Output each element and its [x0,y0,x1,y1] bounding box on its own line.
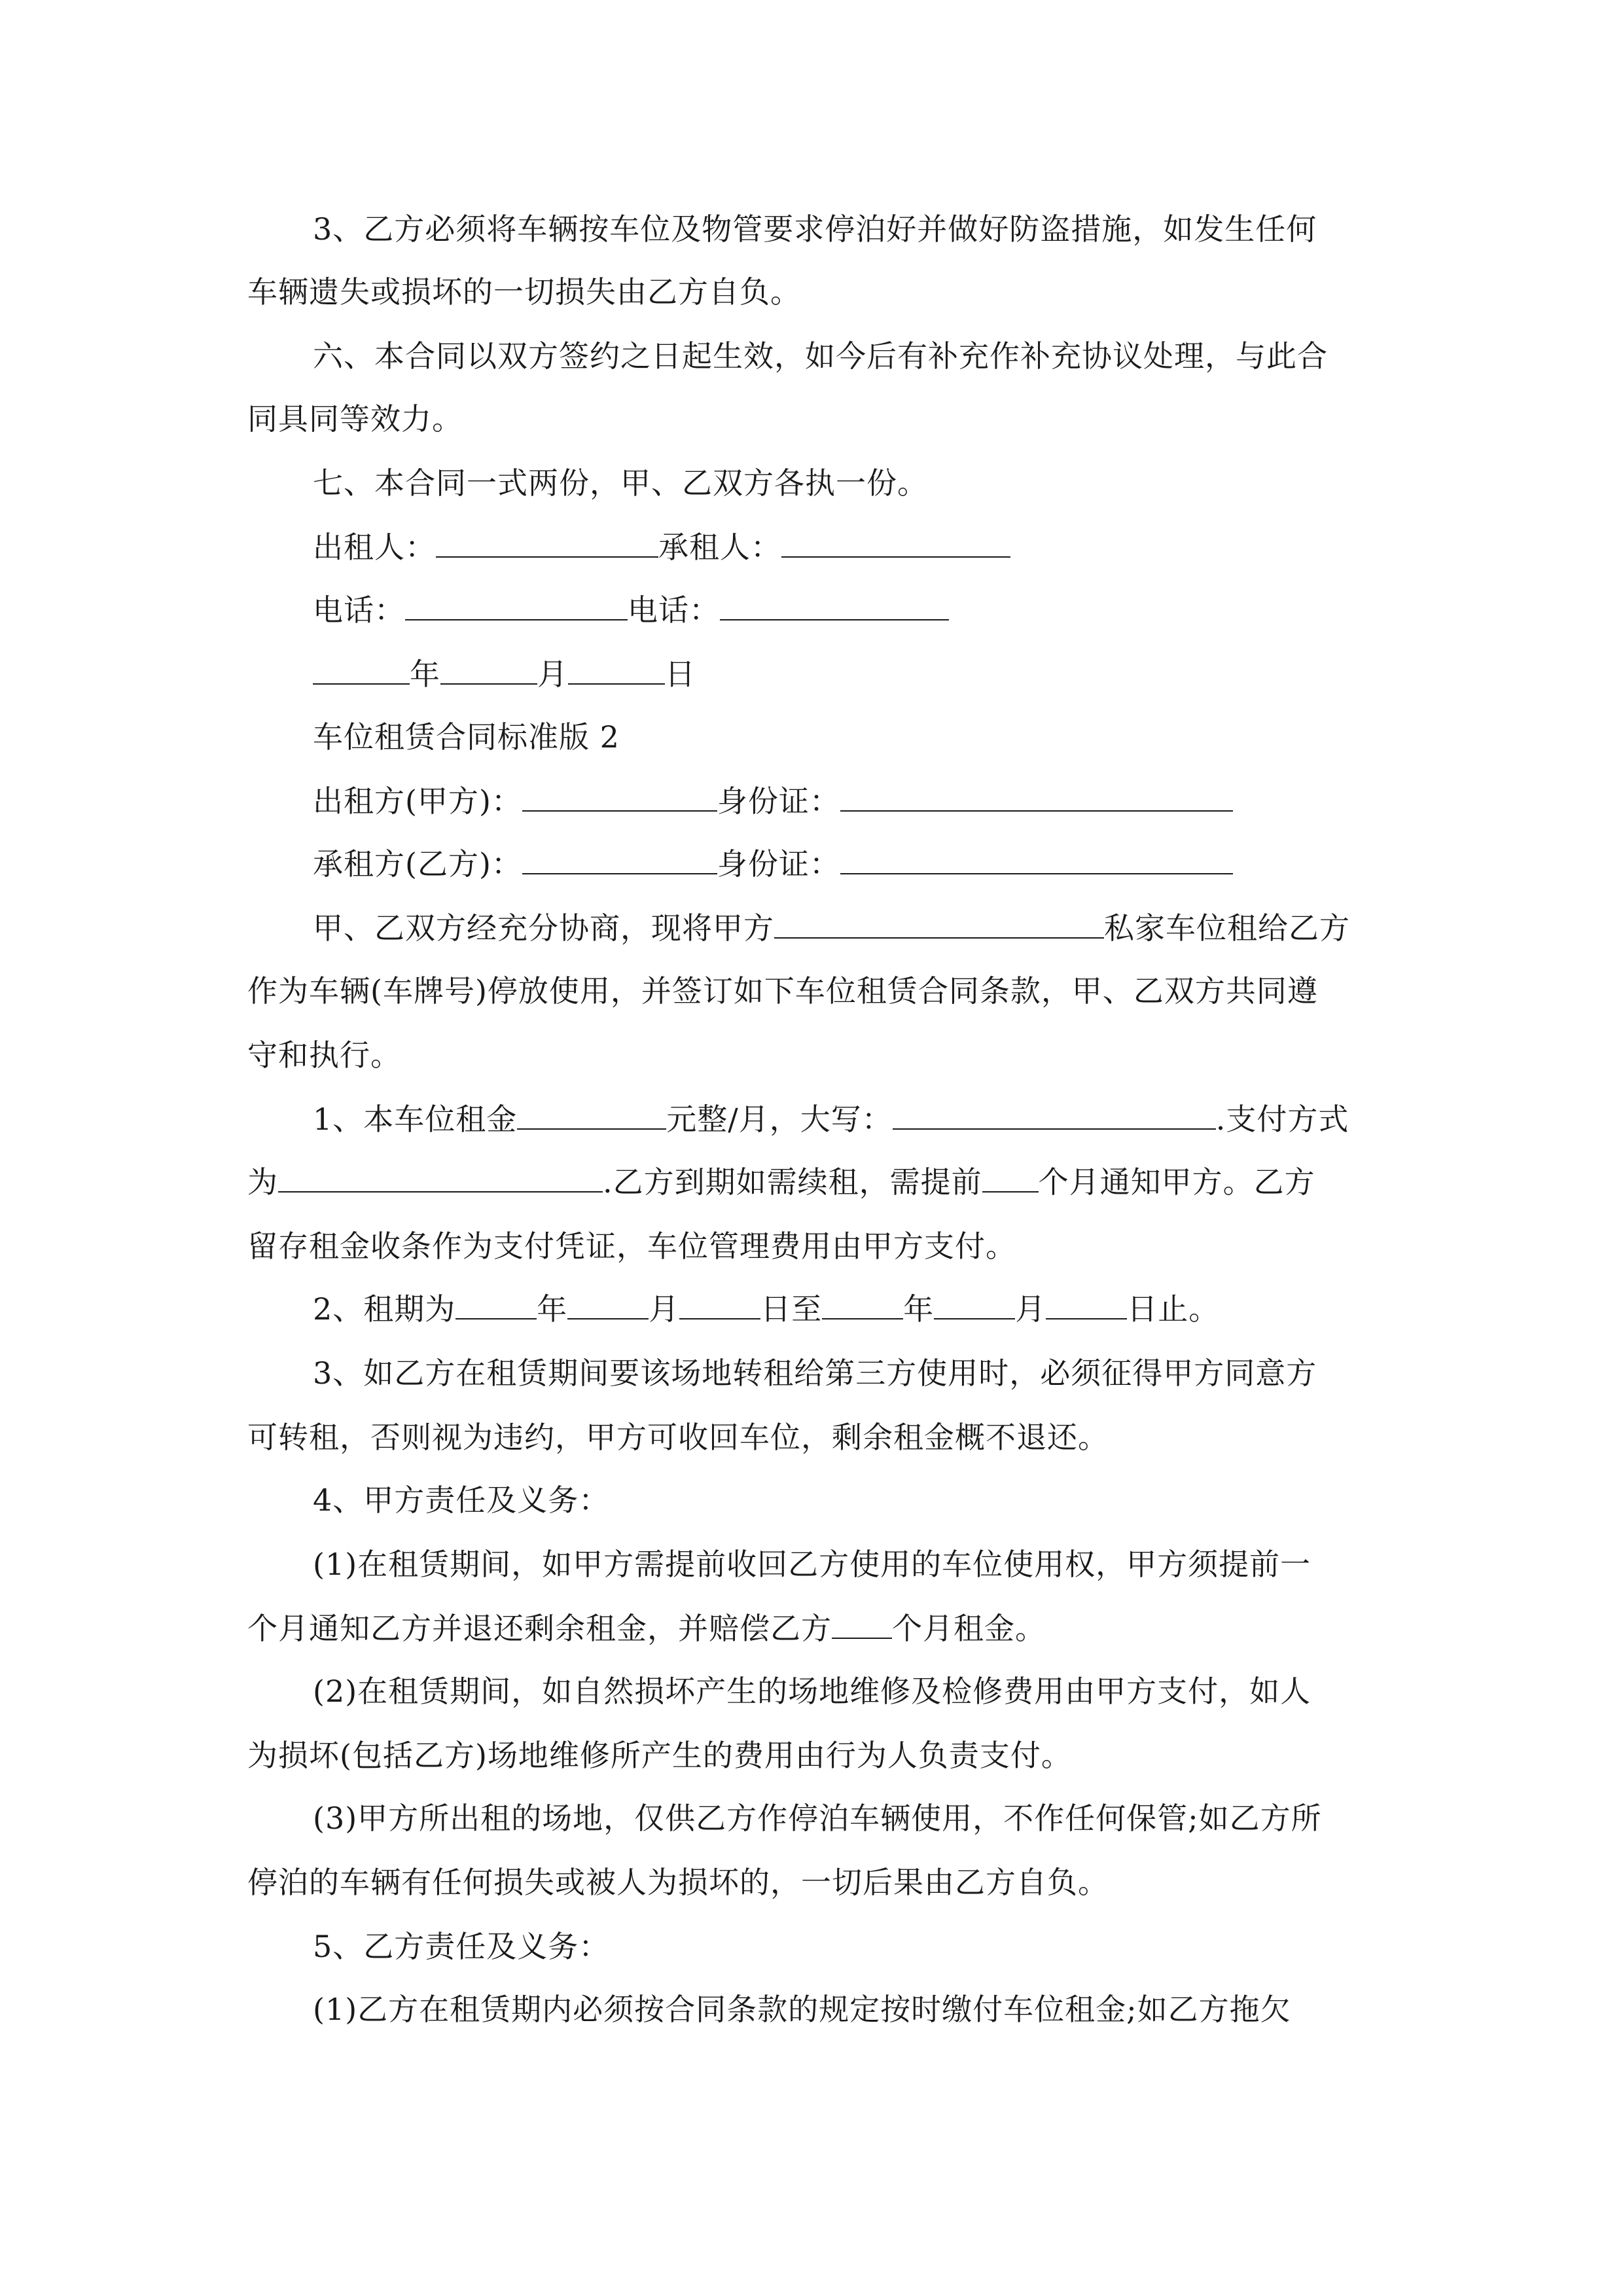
renewal-months-blank[interactable] [982,1162,1039,1193]
duty-a-1-line-1: (1)在租赁期间，如甲方需提前收回乙方使用的车位使用权，甲方须提前一 [313,1547,1311,1582]
duty-a-2-line-1: (2)在租赁期间，如自然损坏产生的场地维修及检修费用由甲方支付，如人 [313,1674,1311,1709]
party-a-id-label: 身份证： [717,783,840,819]
duty-a-1-line-2 [247,1609,1046,1648]
section-title: 车位租赁合同标准版 2 [313,719,620,755]
phone-label-1: 电话： [313,592,405,628]
party-a-row [313,781,1233,821]
payment-method-label: .支付方式 [1215,1102,1349,1137]
party-b-label: 承租方(乙方)： [313,846,522,882]
clause-5-3-line-1: 3、乙方必须将车辆按车位及物管要求停泊好并做好防盗措施，如发生任何 [313,211,1317,247]
preamble-line-2: 作为车辆(车牌号)停放使用，并签订如下车位租赁合同条款，甲、乙双方共同遵 [247,973,1318,1009]
compensation-text: 个月通知乙方并退还剩余租金，并赔偿乙方 [247,1611,832,1646]
rent-clause-line-3: 留存租金收条作为支付凭证，车位管理费用由甲方支付。 [247,1229,1016,1264]
clause-7: 七、本合同一式两份，甲、乙双方各执一份。 [313,465,928,501]
preamble-text-a: 甲、乙双方经充分协商，现将甲方 [313,910,774,946]
parking-location-blank[interactable] [774,908,1104,939]
compensation-unit: 个月租金。 [892,1611,1046,1646]
lessee-label: 承租人： [658,529,781,565]
signature-lessor-row [313,528,1010,567]
preamble-text-b: 私家车位租给乙方 [1104,910,1350,946]
lessor-label: 出租人： [313,529,436,565]
rent-unit-label: 元整/月，大写： [666,1102,893,1137]
payment-method-blank[interactable] [278,1162,603,1193]
term-label: 2、租期为 [313,1291,456,1327]
phone-label-2: 电话： [628,592,720,628]
rent-amount-blank[interactable] [517,1100,666,1130]
month-label: 月 [537,656,568,692]
party-b-id-blank[interactable] [840,844,1233,874]
rent-label: 1、本车位租金 [313,1102,518,1137]
party-a-blank[interactable] [522,781,717,812]
end-month-label: 月 [1015,1291,1046,1327]
renewal-label: .乙方到期如需续租，需提前 [603,1164,982,1200]
end-year-blank[interactable] [822,1289,903,1319]
phone-blank-1[interactable] [405,590,628,620]
rent-uppercase-blank[interactable] [893,1100,1216,1130]
sublet-clause-line-2: 可转租，否则视为违约，甲方可收回车位，剩余租金概不退还。 [247,1420,1109,1455]
party-a-id-blank[interactable] [840,781,1233,812]
renewal-notice-label: 个月通知甲方。乙方 [1038,1164,1315,1200]
clause-6-line-1: 六、本合同以双方签约之日起生效，如今后有补充作补充协议处理，与此合 [313,338,1328,374]
party-b-duties-heading: 5、乙方责任及义务： [313,1929,610,1964]
clause-5-3-line-2: 车辆遗失或损坏的一切损失由乙方自负。 [247,274,801,310]
year-blank[interactable] [313,655,410,685]
term-clause [313,1289,1219,1329]
start-day-label: 日至 [760,1291,823,1327]
start-year-blank[interactable] [455,1289,537,1319]
sublet-clause-line-1: 3、如乙方在租赁期间要该场地转租给第三方使用时，必须征得甲方同意方 [313,1355,1317,1391]
signature-phone-row [313,590,949,630]
day-label: 日 [665,656,696,692]
compensation-months-blank[interactable] [832,1609,892,1639]
preamble-line-1 [313,908,1350,948]
end-day-label: 日止。 [1127,1291,1220,1327]
duty-b-1-line-1: (1)乙方在租赁期内必须按合同条款的规定按时缴付车位租金;如乙方拖欠 [313,1992,1291,2027]
lessor-blank[interactable] [436,528,658,558]
year-label: 年 [410,656,440,692]
duty-a-2-line-2: 为损坏(包括乙方)场地维修所产生的费用由行为人负责支付。 [247,1738,1072,1773]
end-day-blank[interactable] [1046,1289,1127,1319]
start-year-label: 年 [537,1291,568,1327]
end-year-label: 年 [903,1291,935,1327]
lessee-blank[interactable] [781,528,1010,558]
party-b-id-label: 身份证： [717,846,840,882]
rent-clause-line-1 [313,1100,1349,1139]
day-blank[interactable] [568,655,665,685]
signature-date-row [313,655,696,694]
duty-a-3-line-2: 停泊的车辆有任何损失或被人为损坏的，一切后果由乙方自负。 [247,1865,1109,1900]
party-a-duties-heading: 4、甲方责任及义务： [313,1482,610,1518]
preamble-line-3: 守和执行。 [247,1037,401,1073]
payment-for-label: 为 [247,1164,278,1200]
duty-a-3-line-1: (3)甲方所出租的场地，仅供乙方作停泊车辆使用，不作任何保管;如乙方所 [313,1801,1322,1836]
start-month-label: 月 [649,1291,680,1327]
start-day-blank[interactable] [679,1289,760,1319]
end-month-blank[interactable] [934,1289,1015,1319]
party-a-label: 出租方(甲方)： [313,783,522,819]
start-month-blank[interactable] [567,1289,649,1319]
rent-clause-line-2 [247,1162,1315,1202]
party-b-blank[interactable] [522,844,717,874]
clause-6-line-2: 同具同等效力。 [247,401,463,437]
month-blank[interactable] [440,655,537,685]
phone-blank-2[interactable] [720,590,949,620]
party-b-row [313,844,1233,884]
